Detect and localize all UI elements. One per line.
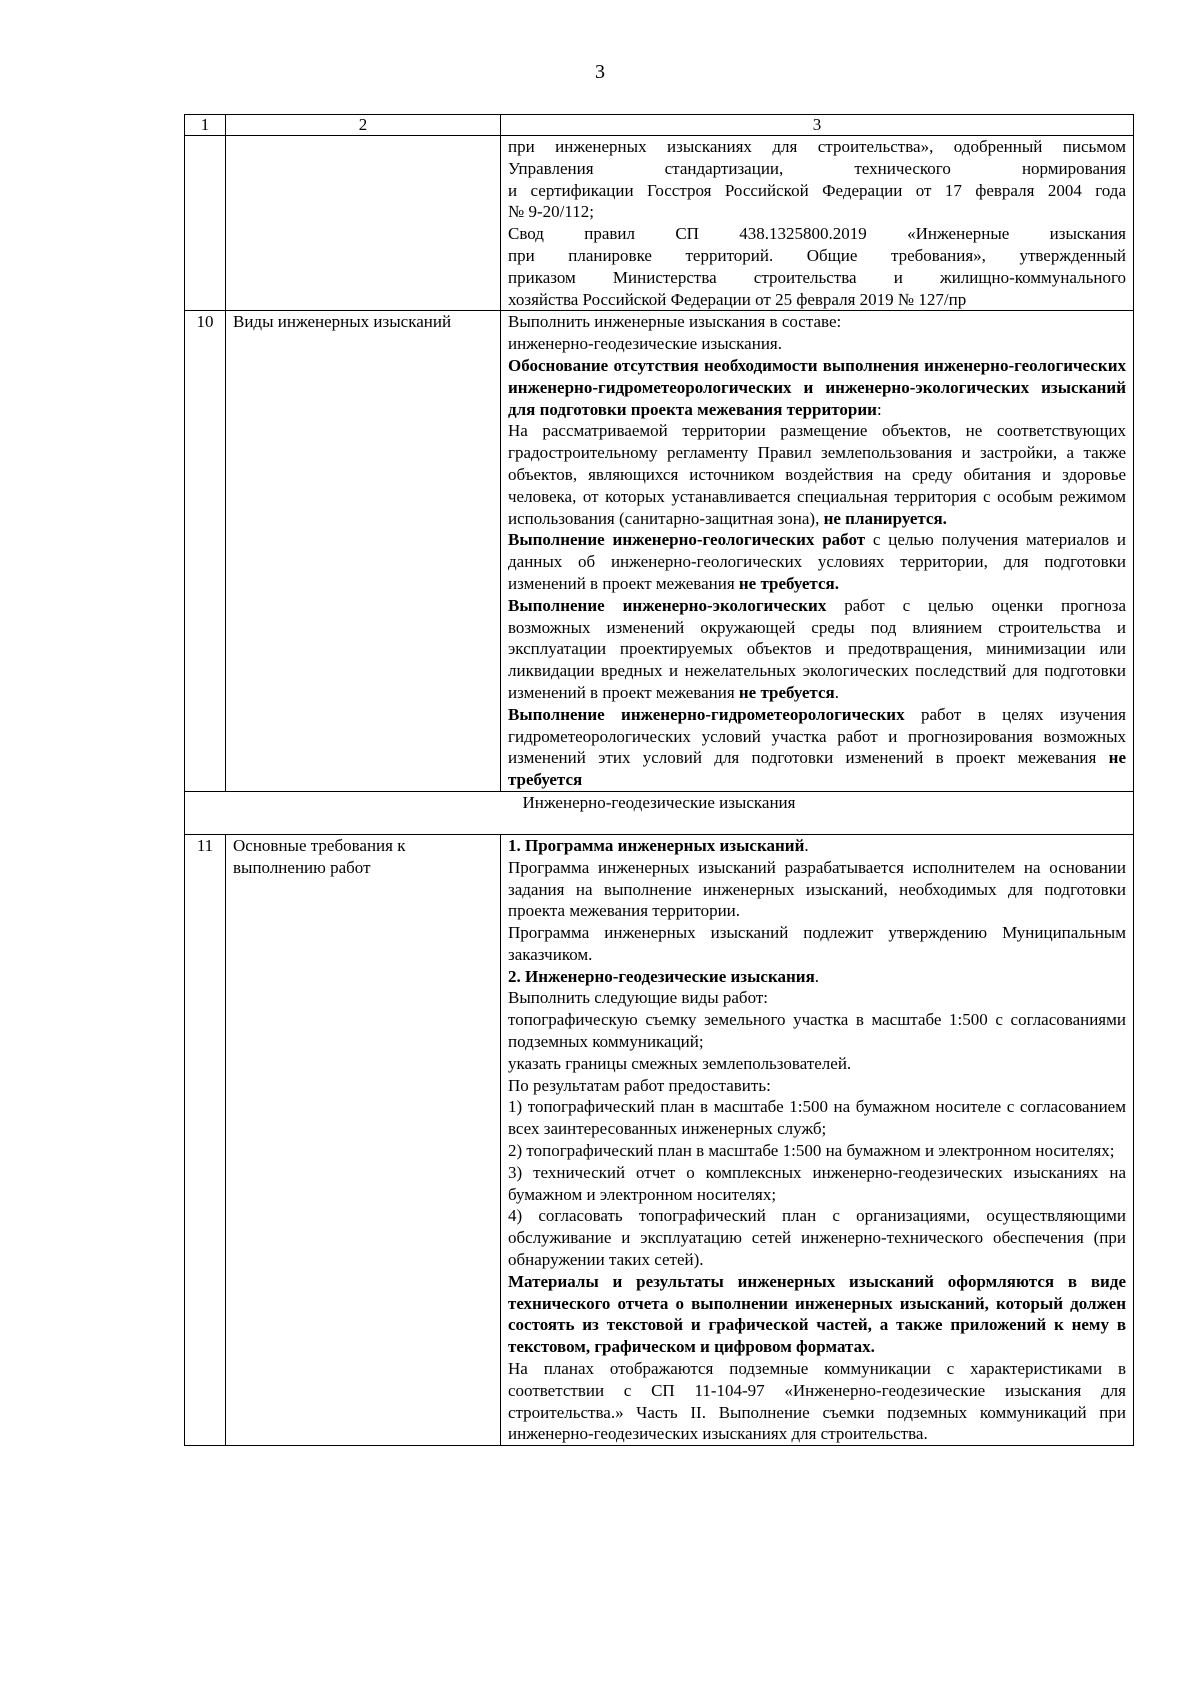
paragraph: На планах отображаются подземные коммуникации с характеристиками в соответствии с СП 11-104-97 «Инженерно-геодезические изыскания для строительства.» Часть II. Выполнение съемки подземных коммуникаций при инженерно-геодезических изысканиях для строительства. (508, 1359, 1126, 1444)
header-col-3: 3 (501, 115, 1134, 136)
bold-text: Материалы и результаты инженерных изысканий оформляются в виде технического отчета о выполнении инженерных изысканий, который должен состоять из текстовой и графической частей, а также приложений к нему в текстовом, графическом и цифровом форматах. (508, 1271, 1126, 1357)
paragraph (508, 835, 1126, 857)
text-line: при планировке территорий. Общие требования», утвержденный (508, 245, 1126, 265)
table-row-10 (185, 311, 1134, 792)
text: работ в целях изучения гидрометеорологических условий участка работ и прогнозирования возможных изменений этих условий для подготовки изменений в проект межевания (508, 704, 1126, 768)
paragraph (508, 966, 1126, 988)
header-col-2: 2 (226, 115, 501, 136)
text: : (876, 399, 882, 419)
paragraph (508, 595, 1126, 704)
paragraph: 1) топографический план в масштабе 1:500 на бумажном носителе с согласованием всех заинтересованных инженерных служб; (508, 1097, 1126, 1139)
text-line: приказом Министерства строительства и жилищно-коммунального (508, 267, 1126, 287)
paragraph: 4) согласовать топографический план с организациями, осуществляющими обслуживание и эксплуатацию сетей инженерно-технического обеспечения (при обнаружении таких сетей). (508, 1206, 1126, 1270)
bold-text: Обоснование отсутствия необходимости выполнения инженерно-геологических инженерно-гидрометеорологических и инженерно-экологических изысканий для подготовки проекта межевания территории (508, 355, 1126, 419)
table-row-11 (185, 834, 1134, 1445)
paragraph: инженерно-геодезические изыскания. (508, 334, 782, 354)
row-number: 11 (185, 834, 226, 1445)
paragraph: топографическую съемку земельного участка в масштабе 1:500 с согласованиями подземных коммуникаций; (508, 1010, 1126, 1052)
text: . (814, 966, 820, 986)
text: На рассматриваемой территории размещение объектов, не соответствующих градостроительному регламенту Правил землепользования и застройки, а также объектов, являющихся источником воздействия на среду обитания и здоровье человека, от которых устанавливается специальная территория с особым режимом использования (санитарно-защитная зона), (508, 421, 1126, 528)
text-line: при инженерных изысканиях для строительства», одобренный письмом (508, 137, 1126, 156)
section-row (185, 791, 1134, 834)
text-line: хозяйства Российской Федерации от 25 февраля 2019 № 127/пр (508, 289, 967, 309)
paragraph (508, 420, 1126, 529)
paragraph (508, 1271, 1126, 1358)
paragraph: 2) топографический план в масштабе 1:500 на бумажном и электронном носителях; (508, 1141, 1115, 1161)
row-name: Виды инженерных изысканий (226, 311, 501, 792)
row-number: 10 (185, 311, 226, 792)
paragraph (508, 704, 1126, 791)
bold-text: не требуется. (738, 573, 839, 593)
text-line: Управления стандартизации, технического нормирования (508, 158, 1126, 178)
table-header-row (185, 115, 1134, 136)
row-name: Основные требования к выполнению работ (226, 834, 501, 1445)
bold-heading: 1. Программа инженерных изысканий (508, 835, 805, 855)
text: . (804, 835, 809, 855)
paragraph: По результатам работ предоставить: (508, 1075, 771, 1095)
bold-text: не требуется (508, 748, 1126, 790)
paragraph (508, 355, 1126, 420)
bold-heading: 2. Инженерно-геодезические изыскания (508, 966, 815, 986)
text-line: № 9-20/112; (508, 202, 594, 222)
paragraph: Программа инженерных изысканий подлежит утверждению Муниципальным заказчиком. (508, 923, 1126, 964)
bold-text: не планируется. (823, 508, 947, 528)
paragraph: 3) технический отчет о комплексных инженерно-геодезических изысканиях на бумажном и электронном носителях; (508, 1162, 1126, 1204)
row-name-empty (226, 136, 501, 311)
requirements-table (184, 114, 1134, 1446)
text-line: Свод правил СП 438.1325800.2019 «Инженерные изыскания (508, 224, 1126, 244)
paragraph: Выполнить следующие виды работ: (508, 988, 768, 1008)
text: работ с целью оценки прогноза возможных изменений окружающей среды под влиянием строительства и эксплуатации проектируемых объектов и предотвращения, минимизации или ликвидации вредных и нежелательных экологических последствий для подготовки изменений в проект межевания (508, 595, 1126, 702)
bold-text: Выполнение инженерно-экологических (508, 595, 827, 615)
bold-text: Выполнение инженерно-гидрометеорологических (508, 704, 905, 724)
paragraph: Выполнить инженерные изыскания в составе: (508, 312, 842, 332)
row-content (501, 311, 1134, 792)
page-number: 3 (595, 61, 605, 83)
continuation-text (501, 136, 1134, 311)
row-number-empty (185, 136, 226, 311)
bold-text: не требуется (738, 682, 835, 702)
paragraph: Программа инженерных изысканий разрабатывается исполнителем на основании задания на выполнение инженерных изысканий, необходимых для подготовки проекта межевания территории. (508, 857, 1126, 921)
text-line: и сертификации Госстроя Российской Федерации от 17 февраля 2004 года (508, 180, 1126, 200)
paragraph (508, 529, 1126, 594)
text: с целью получения материалов и данных об инженерно-геологических условиях территории, для подготовки изменений в проект межевания (508, 530, 1126, 593)
table-row-continuation (185, 136, 1134, 311)
row-content (501, 834, 1134, 1445)
text: . (834, 682, 839, 702)
section-title: Инженерно-геодезические изыскания (185, 791, 1134, 834)
bold-text: Выполнение инженерно-геологических работ (508, 530, 866, 550)
header-col-1: 1 (185, 115, 226, 136)
paragraph: указать границы смежных землепользователей. (508, 1053, 852, 1073)
